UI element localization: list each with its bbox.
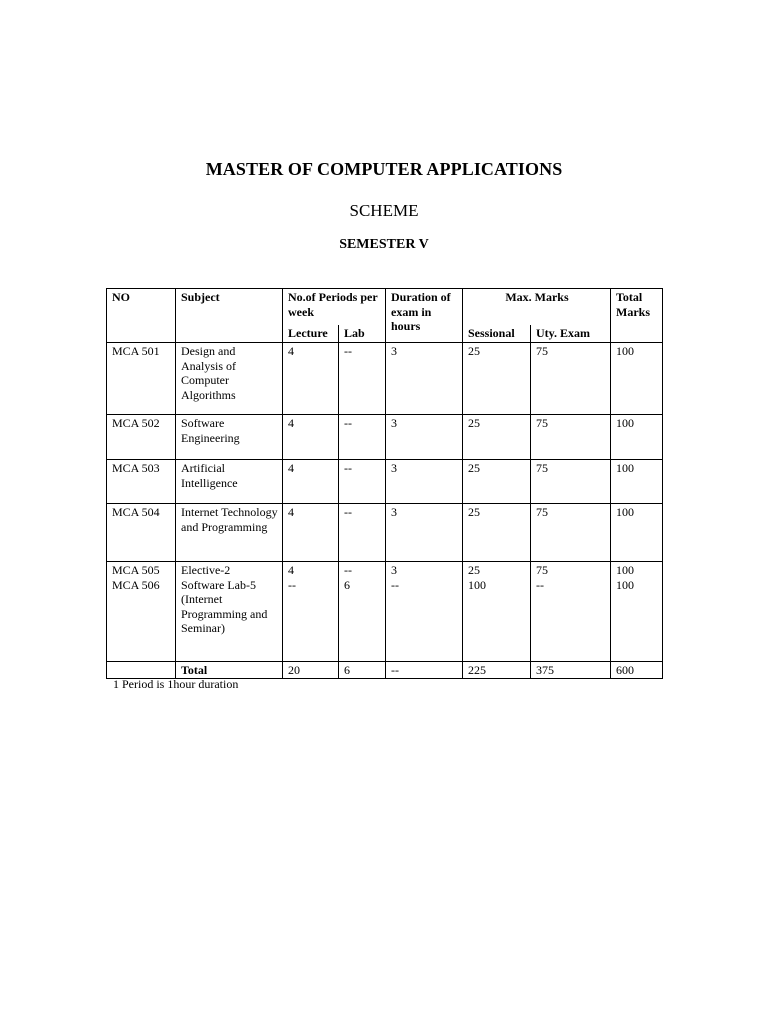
cell-no-506: MCA 506 — [112, 577, 160, 592]
cell-lecture-506: -- — [288, 577, 296, 592]
cell-sessional: 25 — [463, 460, 531, 504]
cell-no: MCA 502 — [107, 415, 176, 460]
cell-lecture: 4 — [283, 504, 339, 562]
footnote: 1 Period is 1hour duration — [113, 677, 239, 691]
cell-lab: -- — [339, 415, 386, 460]
cell-subject-505: Elective-2 — [181, 563, 231, 577]
cell-lecture: 4 — [283, 415, 339, 460]
cell-duration: 3 — [386, 460, 463, 504]
table-row — [107, 415, 663, 460]
cell-lecture: 4 — [283, 343, 339, 415]
header-max-marks: Max. Marks — [463, 289, 611, 325]
cell-duration: 3 — [386, 504, 463, 562]
total-marks: 600 — [611, 662, 663, 679]
total-sessional: 225 — [463, 662, 531, 679]
header-lecture: Lecture — [283, 325, 339, 343]
header-subject: Subject — [176, 289, 283, 343]
cell-sessional-505: 25 — [468, 563, 480, 577]
cell-sessional-506: 100 — [468, 577, 486, 592]
semester-heading: SEMESTER V — [339, 237, 429, 252]
cell-total-505: 100 — [616, 563, 634, 577]
header-uty-exam: Uty. Exam — [531, 325, 611, 343]
cell-uty-exam: 75 — [531, 504, 611, 562]
table-row — [107, 460, 663, 504]
page-title: MASTER OF COMPUTER APPLICATIONS — [205, 159, 563, 179]
cell-uty-505: 75 — [536, 563, 548, 577]
cell-total: 100 — [611, 415, 663, 460]
cell-sessional: 25 — [463, 415, 531, 460]
cell-lab-505: -- — [344, 563, 352, 577]
cell-uty-exam — [531, 562, 611, 662]
cell-total: 100 — [611, 504, 663, 562]
cell-lab — [339, 562, 386, 662]
cell-total: 100 — [611, 343, 663, 415]
cell-lecture-505: 4 — [288, 563, 294, 577]
cell-no: MCA 504 — [107, 504, 176, 562]
cell-total: 100 — [611, 460, 663, 504]
cell-duration — [386, 562, 463, 662]
cell-subject: Design and Analysis of Computer Algorithms — [176, 343, 283, 415]
cell-total-506: 100 — [616, 577, 634, 592]
cell-sessional: 25 — [463, 343, 531, 415]
cell-duration-505: 3 — [391, 563, 397, 577]
header-duration: Duration of exam in hours — [386, 289, 463, 343]
cell-duration: 3 — [386, 415, 463, 460]
cell-lab: -- — [339, 460, 386, 504]
cell-subject: Artificial Intelligence — [176, 460, 283, 504]
header-lab: Lab — [339, 325, 386, 343]
cell-lab: -- — [339, 343, 386, 415]
total-lab: 6 — [339, 662, 386, 679]
cell-uty-506: -- — [536, 577, 544, 592]
cell-no-505: MCA 505 — [112, 563, 160, 577]
header-total-marks: Total Marks — [611, 289, 663, 343]
cell-subject: Software Engineering — [176, 415, 283, 460]
total-uty-exam: 375 — [531, 662, 611, 679]
cell-sessional: 25 — [463, 504, 531, 562]
header-no: NO — [107, 289, 176, 343]
cell-total — [611, 562, 663, 662]
total-duration: -- — [386, 662, 463, 679]
cell-subject — [176, 562, 283, 662]
cell-duration: 3 — [386, 343, 463, 415]
header-periods: No.of Periods per week — [283, 289, 386, 325]
header-sessional: Sessional — [463, 325, 531, 343]
total-row — [107, 662, 663, 679]
cell-no — [107, 562, 176, 662]
cell-sessional — [463, 562, 531, 662]
cell-no: MCA 501 — [107, 343, 176, 415]
cell-lecture — [283, 562, 339, 662]
total-no — [107, 662, 176, 679]
cell-uty-exam: 75 — [531, 460, 611, 504]
cell-uty-exam: 75 — [531, 415, 611, 460]
cell-uty-exam: 75 — [531, 343, 611, 415]
scheme-table — [106, 288, 663, 679]
cell-lab: -- — [339, 504, 386, 562]
cell-subject-506: Software Lab-5 (Internet Programming and Seminar) — [181, 577, 268, 635]
table-row — [107, 343, 663, 415]
scheme-heading: SCHEME — [349, 201, 419, 220]
cell-lab-506: 6 — [344, 577, 350, 592]
table-row — [107, 562, 663, 662]
cell-no: MCA 503 — [107, 460, 176, 504]
table-row — [107, 504, 663, 562]
cell-lecture: 4 — [283, 460, 339, 504]
cell-duration-506: -- — [391, 577, 399, 592]
cell-subject: Internet Technology and Programming — [176, 504, 283, 562]
total-label: Total — [176, 662, 283, 679]
header-row — [107, 289, 663, 325]
total-lecture: 20 — [283, 662, 339, 679]
